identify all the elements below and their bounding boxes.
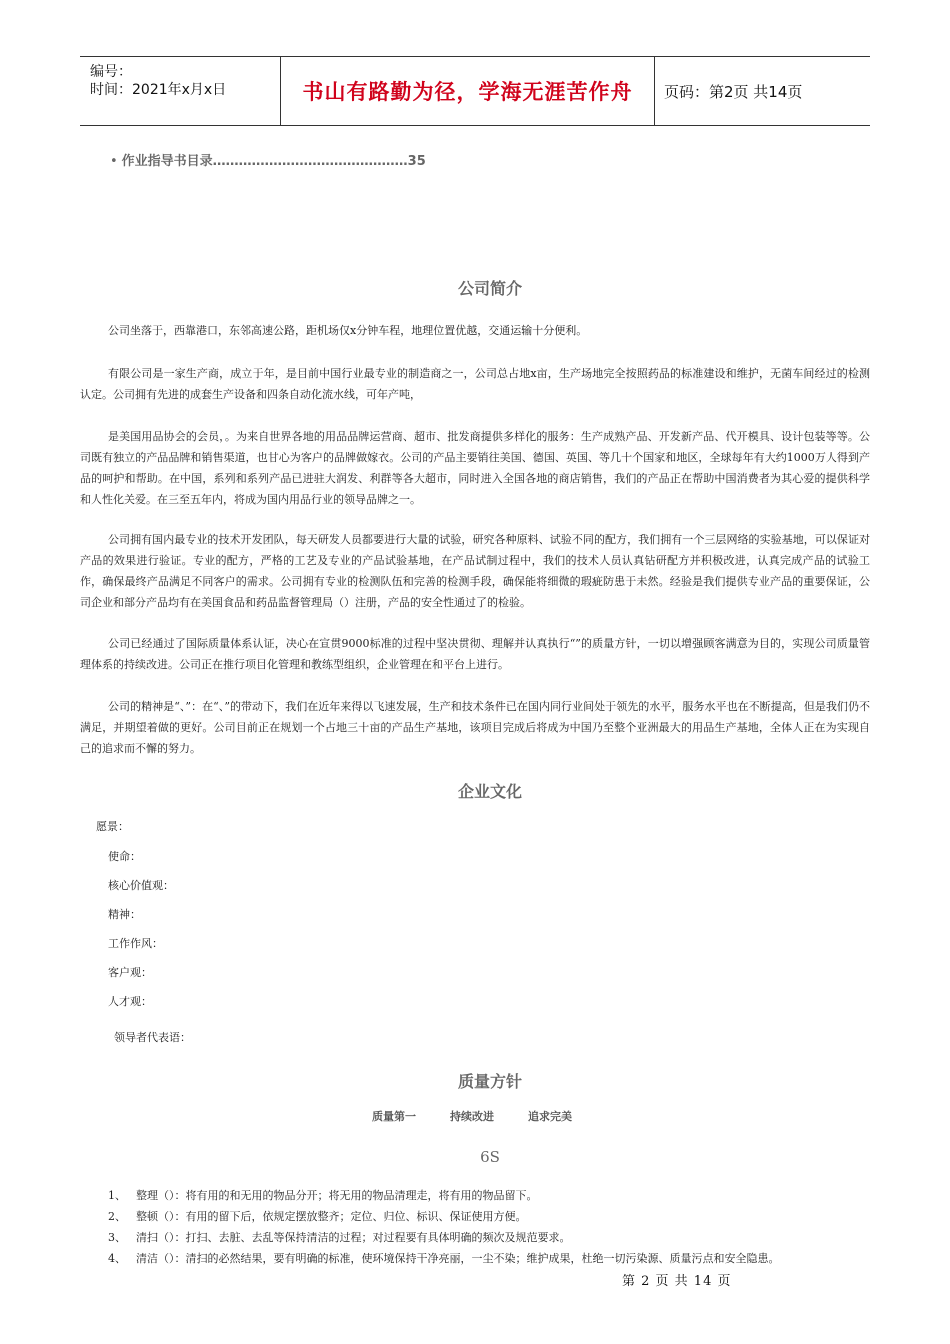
six-s-item-number: 3、 — [108, 1231, 126, 1244]
toc-entry[interactable] — [110, 150, 426, 169]
six-s-item — [108, 1250, 888, 1266]
six-s-item-number: 4、 — [108, 1252, 126, 1265]
culture-vision: 愿景： — [96, 820, 129, 833]
intro-paragraph-6: 公司的精神是“、”：在“、”的带动下，我们在近年来得以飞速发展，生产和技术条件已在国内同行业间处于领先的水平，服务水平也在不断提高，但是我们仍不满足，并期望着做的更好。公司目前正在规划一个占地三十亩的产品生产基地，该项目完成后将成为中国乃至整个亚洲最大的用品生产基地，全体人正在为实现自己的追求而不懈的努力。 — [80, 700, 870, 755]
six-s-item-text: 整理（）：将有用的和无用的物品分开；将无用的物品清理走，将有用的物品留下。 — [136, 1189, 538, 1202]
policy-item: 持续改进 — [450, 1110, 494, 1123]
intro-paragraph-4: 公司拥有国内最专业的技术开发团队，每天研发人员都要进行大量的试验，研究各种原料、试验不同的配方，我们拥有一个三层网络的实验基地，可以保证对产品的效果进行验证。专业的配方，严格的工艺及专业的产品试验基地，在产品试制过程中，我们的技术人员认真钻研配方并积极改进，认真完成产品的试验工作，确保最终产品满足不同客户的需求。公司拥有专业的检测队伍和完善的检测手段，确保能将细微的瑕疵防患于未然。经验是我们提供专业产品的重要保证，公司企业和部分产品均有在美国食品和药品监督管理局（）注册，产品的安全性通过了的检验。 — [80, 533, 870, 609]
culture-talent-view: 人才观： — [108, 995, 152, 1008]
intro-paragraph-5: 公司已经通过了国际质量体系认证，决心在宣贯9000标准的过程中坚决贯彻、理解并认真执行“”的质量方针，一切以增强顾客满意为目的，实现公司质量管理体系的持续改进。公司正在推行项目化管理和教练型组织，企业管理在和平台上进行。 — [80, 637, 870, 671]
culture-core-values: 核心价值观： — [108, 879, 174, 892]
six-s-item-text: 清扫（）：打扫、去脏、去乱等保持清洁的过程；对过程要有具体明确的频次及规范要求。 — [136, 1231, 571, 1244]
intro-paragraph-2: 有限公司是一家生产商，成立于年，是目前中国行业最专业的制造商之一，公司总占地x亩，生产场地完全按照药品的标准建设和维护，无菌车间经过的检测认定。公司拥有先进的成套生产设备和四条自动化流水线，可年产吨， — [80, 367, 870, 401]
culture-spirit: 精神： — [108, 908, 141, 921]
header-meta — [90, 63, 280, 99]
six-s-item-text: 清洁（）：清扫的必然结果，要有明确的标准，使环境保持干净亮丽，一尘不染；维护成果，杜绝一切污染源、质量污点和安全隐患。 — [136, 1252, 780, 1265]
six-s-item-number: 2、 — [108, 1210, 126, 1223]
document-time: 时间：2021年x月x日 — [90, 82, 227, 98]
header-page-info: 页码：第2页 共14页 — [664, 82, 803, 101]
culture-work-style: 工作作风： — [108, 937, 163, 950]
policy-item: 追求完美 — [528, 1110, 572, 1123]
section-title-culture: 企业文化 — [457, 782, 522, 801]
section-title-company-intro: 公司简介 — [457, 279, 522, 298]
culture-customer-view: 客户观： — [108, 966, 152, 979]
page-footer: 第 2 页 共 14 页 — [622, 1274, 732, 1289]
six-s-item — [108, 1229, 888, 1245]
page-header — [80, 56, 870, 126]
intro-paragraph-3: 是美国用品协会的会员，。为来自世界各地的用品品牌运营商、超市、批发商提供多样化的服务：生产成熟产品、开发新产品、代开模具、设计包装等等。公司既有独立的产品品牌和销售渠道，也甘心为客户的品牌做嫁衣。公司的产品主要销往美国、德国、英国、等几十个国家和地区，全球每年有大约1000万人得到产品的呵护和帮助。在中国，系列和系列产品已进驻大润发、利群等各大超市，同时进入全国各地的商店销售，我们的产品正在帮助中国消费者为其心爱的提供科学和人性化关爱。在三至五年内，将成为国内用品行业的领导品牌之一。 — [80, 430, 870, 506]
document-number: 编号： — [90, 64, 132, 80]
six-s-item-text: 整顿（）：有用的留下后，依规定摆放整齐；定位、归位、标识、保证使用方便。 — [136, 1210, 527, 1223]
policy-item: 质量第一 — [372, 1110, 416, 1123]
section-title-quality-policy: 质量方针 — [457, 1072, 522, 1091]
bullet-icon: • — [110, 154, 118, 169]
culture-leader-quote: 领导者代表语： — [114, 1031, 191, 1044]
culture-mission: 使命： — [108, 850, 141, 863]
header-divider — [654, 57, 655, 125]
six-s-item-number: 1、 — [108, 1189, 126, 1202]
section-title-6s: 6S — [480, 1148, 500, 1166]
six-s-item — [108, 1187, 888, 1203]
header-motto: 书山有路勤为径，学海无涯苦作舟 — [302, 80, 633, 104]
toc-entry-text: 作业指导书目录………………………………………35 — [121, 154, 426, 169]
six-s-item — [108, 1208, 888, 1224]
intro-paragraph-1: 公司坐落于，西靠港口，东邻高速公路，距机场仅x分钟车程，地理位置优越，交通运输十分便利。 — [108, 324, 588, 337]
